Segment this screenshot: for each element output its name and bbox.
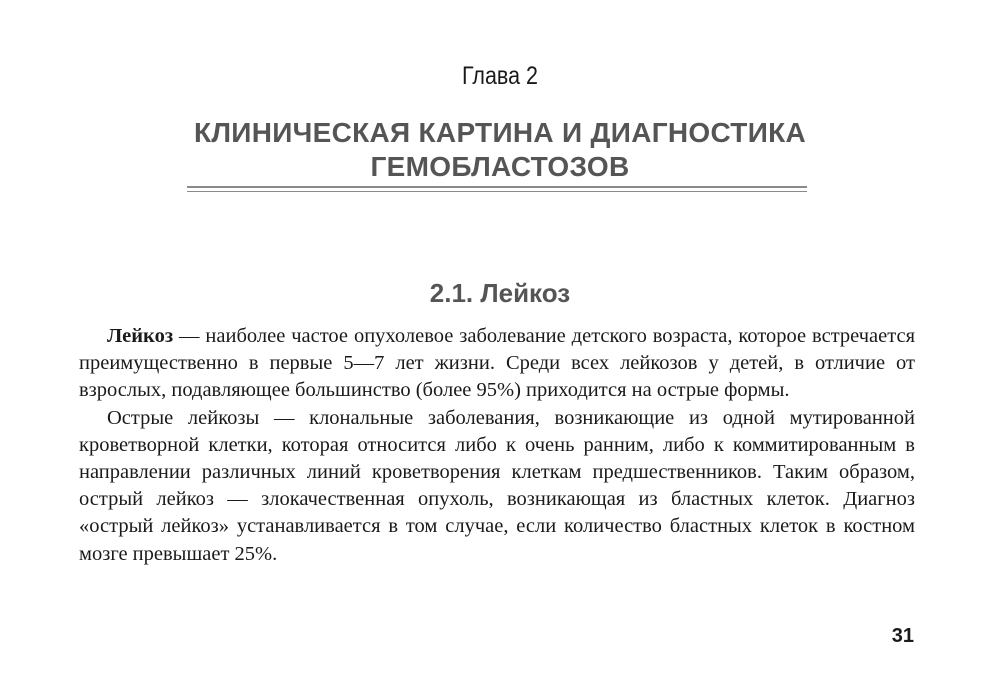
chapter-title — [0, 116, 1000, 184]
paragraph-2: Острые лейкозы — клональные заболевания, возникающие из одной мутированной кроветворной клетки, которая относится либо к очень ранним, либо к коммитированным в направлении различных линий кроветворения клеткам предшественников. Таким образом, острый лейкоз — злокачественная опухоль, возникающая из бластных клеток. Диагноз «острый лейкоз» устанавливается в том случае, если количество бластных клеток в костном мозге превышает 25%. — [79, 406, 915, 565]
chapter-title-line-2: ГЕМОБЛАСТОЗОВ — [370, 151, 630, 182]
paragraph-1-text: — наиболее частое опухолевое заболевание детского возраста, которое встречается преимущественно в первые 5—7 лет жизни. Среди всех лейкозов у детей, в отличие от взрослых, подавляющее большинство (более 95%) приходится на острые формы. — [79, 325, 915, 402]
section-title: 2.1. Лейкоз — [429, 278, 571, 308]
body-text — [79, 323, 915, 568]
paragraph-1 — [79, 323, 915, 405]
chapter-title-line-1: КЛИНИЧЕСКАЯ КАРТИНА И ДИАГНОСТИКА — [193, 117, 807, 148]
term-leukemia: Лейкоз — [107, 325, 174, 347]
title-rule-thick — [187, 186, 807, 188]
chapter-label: Глава 2 — [461, 62, 539, 90]
title-rule-thin — [187, 191, 807, 192]
page-number: 31 — [891, 625, 914, 647]
